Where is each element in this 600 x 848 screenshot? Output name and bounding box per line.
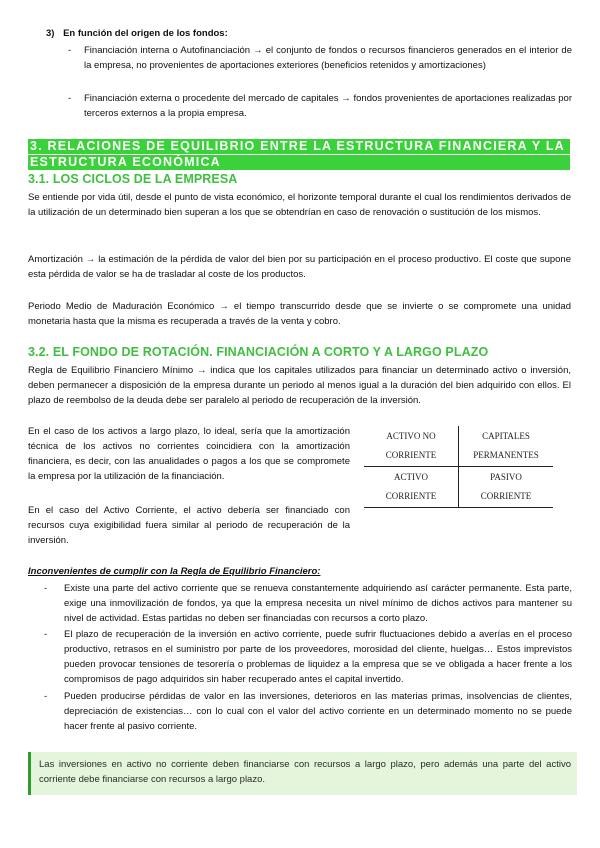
cell-pasivo-corriente: PASIVO CORRIENTE bbox=[459, 467, 554, 508]
s32-paragraph-2: En el caso de los activos a largo plazo, lo ideal, sería que la amortización técnica de los activos no corrientes coincidiera con la amortización financiera, es decir, con las anualidades o pagos a los que se compromete la empresa por la utilización de la financiación. bbox=[28, 426, 350, 482]
section-3-2-title: 3.2. EL FONDO DE ROTACIÓN. FINANCIACIÓN A CORTO Y A LARGO PLAZO bbox=[28, 345, 489, 359]
section-3-1-title: 3.1. LOS CICLOS DE LA EMPRESA bbox=[28, 172, 238, 186]
item-3-heading bbox=[46, 27, 446, 41]
s31-paragraph-1: Se entiende por vida útil, desde el punto de vista económico, el horizonte temporal durante el cual los rendimientos derivados de la utilización de un determinado bien superan a los que se obtendrían en caso de renovación o sustitución de los mismos. bbox=[28, 192, 571, 218]
inconvenientes-title: Inconvenientes de cumplir con la Regla de Equilibrio Financiero: bbox=[28, 566, 321, 577]
section-3-banner-2 bbox=[28, 155, 570, 170]
item-3-title: En función del origen de los fondos: bbox=[63, 28, 228, 39]
conclusion-note bbox=[28, 752, 577, 795]
s32-paragraph-1: Regla de Equilibrio Financiero Mínimo → indica que los capitales utilizados para financiar un determinado activo o inversión, deben permanecer a disposición de la empresa durante un periodo al menos igual a la duración del bien adquirido con ellos. El plazo de reembolso de la deuda debe ser paralelo al periodo de recuperación de la inversión. bbox=[28, 365, 571, 406]
s31-paragraph-3: Periodo Medio de Maduración Económico → el tiempo transcurrido desde que se invierte o se compromete una unidad monetaria hasta que la misma es recuperada a través de la venta y cobro. bbox=[28, 301, 571, 327]
inconvenientes-item-1: - Existe una parte del activo corriente que se renueva constantemente adquiriendo así carácter permanente. Esta parte, exige una inmovilización de fondos, ya que la empresa necesita un nivel mínimo de dichos activos para mantener su nivel de actividad. Estas partidas no deben ser financiadas con recursos a corto plazo. bbox=[44, 583, 572, 624]
cell-activo-no-corriente: ACTIVO NO CORRIENTE bbox=[364, 426, 459, 467]
banner-line-1: 3. RELACIONES DE EQUILIBRIO ENTRE LA ESTRUCTURA FINANCIERA Y LA bbox=[30, 139, 565, 153]
balance-structure-table bbox=[364, 426, 553, 508]
cell-activo-corriente: ACTIVO CORRIENTE bbox=[364, 467, 459, 508]
s31-paragraph-2: Amortización → la estimación de la pérdida de valor del bien por su participación en el proceso productivo. El coste que supone esta pérdida de valor se ha de trasladar al coste de los productos. bbox=[28, 254, 571, 280]
inconvenientes-item-2: - El plazo de recuperación de la inversión en activo corriente, puede sufrir fluctuaciones debido a averías en el proceso productivo, retrasos en el suministro por parte de los proveedores, morosidad del cliente, huelgas… Estos imprevistos pueden provocar tensiones de tesorería o problemas de liquidez a la empresa que se ve obligada a hacer frente a los compromisos de pago adquiridos sin haber recuperado antes el capital invertido. bbox=[44, 629, 572, 685]
section-3-banner bbox=[28, 139, 570, 154]
cell-capitales-permanentes: CAPITALES PERMANENTES bbox=[459, 426, 554, 467]
item-3-bullet-1: - Financiación interna o Autofinanciación → el conjunto de fondos o recursos financieros generados en el interior de la empresa, no provenientes de aportaciones exteriores (beneficios retenidos y amortizaciones) bbox=[68, 45, 572, 71]
item-3-number: 3) bbox=[46, 28, 55, 39]
s32-paragraph-3: En el caso del Activo Corriente, el activo debería ser financiado con recursos cuya exigibilidad fuera similar al periodo de recuperación de la inversión. bbox=[28, 505, 350, 546]
banner-line-2: ESTRUCTURA ECONÓMICA bbox=[30, 155, 221, 169]
inconvenientes-item-3: - Pueden producirse pérdidas de valor en las inversiones, deterioros en las materias primas, insolvencias de clientes, depreciación de existencias… con lo cual con el valor del activo corriente en un determinado momento no se puede hacer frente al pasivo corriente. bbox=[44, 691, 572, 732]
conclusion-note-text: Las inversiones en activo no corriente deben financiarse con recursos a largo plazo, pero además una parte del activo corriente debe financiarse con recursos a largo plazo. bbox=[39, 759, 571, 785]
item-3-bullet-2: - Financiación externa o procedente del mercado de capitales → fondos provenientes de aportaciones realizadas por terceros externos a la propia empresa. bbox=[68, 93, 572, 119]
